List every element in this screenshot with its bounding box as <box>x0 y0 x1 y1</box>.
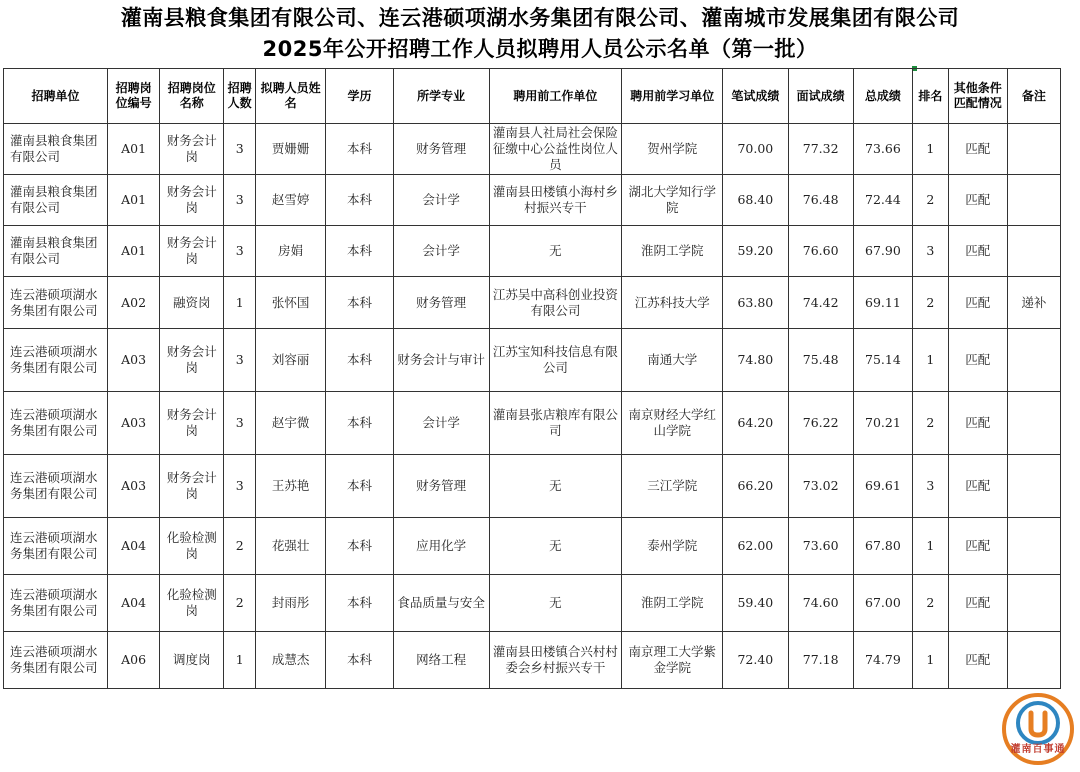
headcount-cell: 3 <box>224 392 256 455</box>
table-row <box>4 455 1061 518</box>
education-cell: 本科 <box>326 575 393 632</box>
table-header-row <box>4 69 1061 124</box>
name-cell: 赵雪婷 <box>255 175 325 226</box>
table-row <box>4 518 1061 575</box>
name-cell: 封雨彤 <box>255 575 325 632</box>
blank-sheet-area <box>3 693 1061 772</box>
conditions-cell: 匹配 <box>948 329 1007 392</box>
interview-score-cell: 76.22 <box>788 392 853 455</box>
conditions-cell: 匹配 <box>948 392 1007 455</box>
remarks-cell <box>1007 392 1060 455</box>
employer-cell: 连云港硕项湖水务集团有限公司 <box>4 575 108 632</box>
job-title-cell: 财务会计岗 <box>160 392 224 455</box>
header-cell: 拟聘人员姓名 <box>255 69 325 124</box>
job-title-cell: 化验检测岗 <box>160 575 224 632</box>
remarks-cell <box>1007 124 1060 175</box>
total-score-cell: 67.00 <box>853 575 912 632</box>
employer-cell: 连云港硕项湖水务集团有限公司 <box>4 632 108 689</box>
employer-cell: 连云港硕项湖水务集团有限公司 <box>4 518 108 575</box>
job-title-cell: 财务会计岗 <box>160 455 224 518</box>
conditions-cell: 匹配 <box>948 175 1007 226</box>
header-cell: 招聘岗位编号 <box>108 69 160 124</box>
interview-score-cell: 77.18 <box>788 632 853 689</box>
job-title-cell: 财务会计岗 <box>160 124 224 175</box>
conditions-cell: 匹配 <box>948 575 1007 632</box>
major-cell: 财务管理 <box>393 124 489 175</box>
major-cell: 会计学 <box>393 392 489 455</box>
written-score-cell: 74.80 <box>723 329 788 392</box>
employer-cell: 灌南县粮食集团有限公司 <box>4 175 108 226</box>
conditions-cell: 匹配 <box>948 632 1007 689</box>
header-cell: 备注 <box>1007 69 1060 124</box>
table-body <box>4 124 1061 689</box>
job-code-cell: A04 <box>108 575 160 632</box>
conditions-cell: 匹配 <box>948 124 1007 175</box>
header-cell: 总成绩 <box>853 69 912 124</box>
header-cell: 笔试成绩 <box>723 69 788 124</box>
job-code-cell: A02 <box>108 277 160 329</box>
education-cell: 本科 <box>326 175 393 226</box>
employer-cell: 连云港硕项湖水务集团有限公司 <box>4 392 108 455</box>
header-cell: 招聘人数 <box>224 69 256 124</box>
prior-school-cell: 南京财经大学红山学院 <box>622 392 723 455</box>
major-cell: 会计学 <box>393 175 489 226</box>
rank-cell: 2 <box>912 277 948 329</box>
prior-school-cell: 三江学院 <box>622 455 723 518</box>
education-cell: 本科 <box>326 329 393 392</box>
table-row <box>4 124 1061 175</box>
headcount-cell: 1 <box>224 632 256 689</box>
job-title-cell: 财务会计岗 <box>160 329 224 392</box>
name-cell: 张怀国 <box>255 277 325 329</box>
rank-cell: 2 <box>912 575 948 632</box>
prior-school-cell: 南京理工大学紫金学院 <box>622 632 723 689</box>
table-row <box>4 632 1061 689</box>
header-cell: 其他条件匹配情况 <box>948 69 1007 124</box>
interview-score-cell: 77.32 <box>788 124 853 175</box>
header-cell: 面试成绩 <box>788 69 853 124</box>
job-title-cell: 融资岗 <box>160 277 224 329</box>
headcount-cell: 3 <box>224 175 256 226</box>
prior-school-cell: 泰州学院 <box>622 518 723 575</box>
remarks-cell <box>1007 226 1060 277</box>
prior-employer-cell: 无 <box>489 518 622 575</box>
remarks-cell <box>1007 518 1060 575</box>
job-code-cell: A03 <box>108 455 160 518</box>
remarks-cell <box>1007 175 1060 226</box>
written-score-cell: 68.40 <box>723 175 788 226</box>
education-cell: 本科 <box>326 277 393 329</box>
table-row <box>4 329 1061 392</box>
job-code-cell: A04 <box>108 518 160 575</box>
rank-cell: 1 <box>912 518 948 575</box>
prior-school-cell: 南通大学 <box>622 329 723 392</box>
header-cell: 聘用前工作单位 <box>489 69 622 124</box>
job-code-cell: A01 <box>108 226 160 277</box>
table-row <box>4 575 1061 632</box>
table-row <box>4 277 1061 329</box>
headcount-cell: 3 <box>224 455 256 518</box>
job-code-cell: A01 <box>108 124 160 175</box>
prior-employer-cell: 无 <box>489 226 622 277</box>
document-title <box>0 0 1080 68</box>
job-title-cell: 财务会计岗 <box>160 226 224 277</box>
conditions-cell: 匹配 <box>948 455 1007 518</box>
total-score-cell: 67.90 <box>853 226 912 277</box>
remarks-cell <box>1007 455 1060 518</box>
name-cell: 赵宇微 <box>255 392 325 455</box>
title-line-2: 2025年公开招聘工作人员拟聘用人员公示名单（第一批） <box>262 37 818 61</box>
total-score-cell: 74.79 <box>853 632 912 689</box>
headcount-cell: 2 <box>224 575 256 632</box>
rank-cell: 3 <box>912 455 948 518</box>
interview-score-cell: 75.48 <box>788 329 853 392</box>
prior-school-cell: 淮阴工学院 <box>622 226 723 277</box>
prior-employer-cell: 无 <box>489 575 622 632</box>
rank-cell: 3 <box>912 226 948 277</box>
written-score-cell: 63.80 <box>723 277 788 329</box>
written-score-cell: 70.00 <box>723 124 788 175</box>
headcount-cell: 1 <box>224 277 256 329</box>
title-line-1: 灌南县粮食集团有限公司、连云港硕项湖水务集团有限公司、灌南城市发展集团有限公司 <box>120 6 960 30</box>
table-row <box>4 226 1061 277</box>
header-cell: 所学专业 <box>393 69 489 124</box>
job-title-cell: 财务会计岗 <box>160 175 224 226</box>
prior-school-cell: 江苏科技大学 <box>622 277 723 329</box>
prior-employer-cell: 江苏吴中高科创业投资有限公司 <box>489 277 622 329</box>
job-code-cell: A06 <box>108 632 160 689</box>
prior-school-cell: 贺州学院 <box>622 124 723 175</box>
prior-employer-cell: 灌南县人社局社会保险征缴中心公益性岗位人员 <box>489 124 622 175</box>
name-cell: 王苏艳 <box>255 455 325 518</box>
total-score-cell: 69.11 <box>853 277 912 329</box>
job-code-cell: A03 <box>108 329 160 392</box>
written-score-cell: 72.40 <box>723 632 788 689</box>
remarks-cell: 递补 <box>1007 277 1060 329</box>
header-cell: 招聘单位 <box>4 69 108 124</box>
table-row <box>4 175 1061 226</box>
prior-employer-cell: 江苏宝知科技信息有限公司 <box>489 329 622 392</box>
major-cell: 应用化学 <box>393 518 489 575</box>
employer-cell: 连云港硕项湖水务集团有限公司 <box>4 455 108 518</box>
total-score-cell: 73.66 <box>853 124 912 175</box>
education-cell: 本科 <box>326 632 393 689</box>
employer-cell: 连云港硕项湖水务集团有限公司 <box>4 329 108 392</box>
interview-score-cell: 74.42 <box>788 277 853 329</box>
interview-score-cell: 74.60 <box>788 575 853 632</box>
job-title-cell: 化验检测岗 <box>160 518 224 575</box>
conditions-cell: 匹配 <box>948 277 1007 329</box>
headcount-cell: 3 <box>224 124 256 175</box>
prior-employer-cell: 灌南县张店粮库有限公司 <box>489 392 622 455</box>
remarks-cell <box>1007 575 1060 632</box>
employer-cell: 连云港硕项湖水务集团有限公司 <box>4 277 108 329</box>
education-cell: 本科 <box>326 455 393 518</box>
job-title-cell: 调度岗 <box>160 632 224 689</box>
name-cell: 贾姗姗 <box>255 124 325 175</box>
education-cell: 本科 <box>326 518 393 575</box>
header-cell: 排名 <box>912 69 948 124</box>
job-code-cell: A03 <box>108 392 160 455</box>
headcount-cell: 3 <box>224 329 256 392</box>
headcount-cell: 2 <box>224 518 256 575</box>
remarks-cell <box>1007 329 1060 392</box>
interview-score-cell: 73.02 <box>788 455 853 518</box>
prior-school-cell: 湖北大学知行学院 <box>622 175 723 226</box>
written-score-cell: 64.20 <box>723 392 788 455</box>
major-cell: 会计学 <box>393 226 489 277</box>
written-score-cell: 59.20 <box>723 226 788 277</box>
total-score-cell: 67.80 <box>853 518 912 575</box>
rank-cell: 1 <box>912 632 948 689</box>
major-cell: 财务管理 <box>393 455 489 518</box>
headcount-cell: 3 <box>224 226 256 277</box>
total-score-cell: 75.14 <box>853 329 912 392</box>
header-cell: 聘用前学习单位 <box>622 69 723 124</box>
total-score-cell: 70.21 <box>853 392 912 455</box>
name-cell: 房娟 <box>255 226 325 277</box>
written-score-cell: 66.20 <box>723 455 788 518</box>
written-score-cell: 59.40 <box>723 575 788 632</box>
rank-cell: 1 <box>912 124 948 175</box>
major-cell: 食品质量与安全 <box>393 575 489 632</box>
written-score-cell: 62.00 <box>723 518 788 575</box>
job-code-cell: A01 <box>108 175 160 226</box>
interview-score-cell: 76.60 <box>788 226 853 277</box>
prior-employer-cell: 灌南县田楼镇小海村乡村振兴专干 <box>489 175 622 226</box>
prior-employer-cell: 灌南县田楼镇合兴村村委会乡村振兴专干 <box>489 632 622 689</box>
rank-cell: 1 <box>912 329 948 392</box>
conditions-cell: 匹配 <box>948 226 1007 277</box>
education-cell: 本科 <box>326 392 393 455</box>
name-cell: 花强壮 <box>255 518 325 575</box>
rank-cell: 2 <box>912 392 948 455</box>
major-cell: 财务管理 <box>393 277 489 329</box>
employer-cell: 灌南县粮食集团有限公司 <box>4 226 108 277</box>
prior-school-cell: 淮阴工学院 <box>622 575 723 632</box>
watermark-text: 灌南百事通 <box>1010 744 1066 755</box>
major-cell: 网络工程 <box>393 632 489 689</box>
name-cell: 成慧杰 <box>255 632 325 689</box>
table-row <box>4 392 1061 455</box>
major-cell: 财务会计与审计 <box>393 329 489 392</box>
interview-score-cell: 73.60 <box>788 518 853 575</box>
education-cell: 本科 <box>326 124 393 175</box>
total-score-cell: 72.44 <box>853 175 912 226</box>
header-cell: 招聘岗位名称 <box>160 69 224 124</box>
conditions-cell: 匹配 <box>948 518 1007 575</box>
header-cell: 学历 <box>326 69 393 124</box>
candidate-table <box>3 68 1061 689</box>
remarks-cell <box>1007 632 1060 689</box>
rank-cell: 2 <box>912 175 948 226</box>
education-cell: 本科 <box>326 226 393 277</box>
employer-cell: 灌南县粮食集团有限公司 <box>4 124 108 175</box>
watermark <box>1002 693 1074 765</box>
name-cell: 刘容丽 <box>255 329 325 392</box>
total-score-cell: 69.61 <box>853 455 912 518</box>
prior-employer-cell: 无 <box>489 455 622 518</box>
interview-score-cell: 76.48 <box>788 175 853 226</box>
